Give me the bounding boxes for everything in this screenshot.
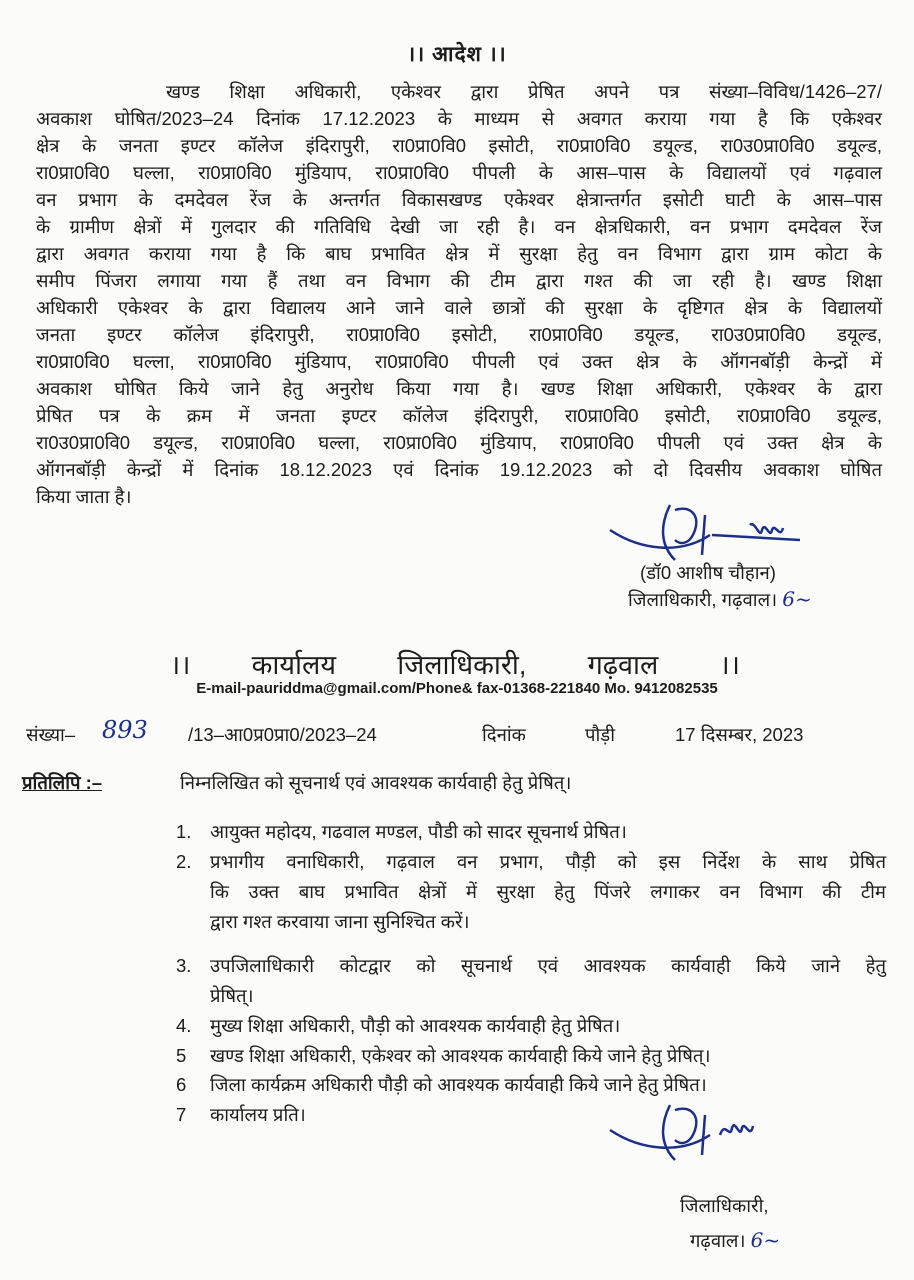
paragraph-line: किया जाता है। <box>36 486 132 507</box>
place: पौड़ी <box>585 724 615 745</box>
item-number: 7 <box>176 1104 187 1125</box>
copy-list-item <box>176 817 886 847</box>
copy-list-item <box>176 1041 886 1071</box>
copy-label: प्रतिलिपि :– <box>22 772 103 793</box>
copy-list-item <box>176 847 886 937</box>
final-designation: जिलाधिकारी, <box>680 1195 769 1216</box>
order-paragraph <box>36 78 882 510</box>
item-number: 1. <box>176 821 192 842</box>
handwritten-ref-number: 893 <box>102 716 148 744</box>
item-number: 3. <box>176 955 192 976</box>
office-header <box>170 645 740 682</box>
paragraph-line: वन प्रभाग के दमदेवल रेंज के अन्तर्गत विकासखण्ड एकेश्वर क्षेत्रान्तर्गत इसोटी घाटी के आस–पास <box>36 189 882 210</box>
item-number: 2. <box>176 851 192 872</box>
paragraph-line: जनता इण्टर कॉलेज इंदिरापुरी, रा0प्रा0वि0 इसोटी, रा0प्रा0वि0 डयूल्ड, रा0उ0प्रा0वि0 डयूल्ड, <box>36 324 882 345</box>
ref-label: संख्या– <box>26 724 76 745</box>
handwritten-initials: 6~ <box>782 587 812 611</box>
paragraph-line: रा0प्रा0वि0 घल्ला, रा0प्रा0वि0 मुंडियाप, रा0प्रा0वि0 पीपली एवं उक्त क्षेत्र के ऑगनबॉड़ी केन्द्रों में <box>36 351 882 372</box>
item-text: मुख्य शिक्षा अधिकारी, पौड़ी को आवश्यक कार्यवाही हेतु प्रेषित। <box>210 1015 621 1036</box>
copy-list-item <box>176 1011 886 1041</box>
item-text: प्रभागीय वनाधिकारी, गढ़वाल वन प्रभाग, पौड़ी को इस निर्देश के साथ प्रेषित <box>210 851 886 872</box>
final-place: गढ़वाल। <box>690 1230 746 1251</box>
header-word: जिलाधिकारी, <box>397 650 527 680</box>
ref-code: /13–आ0प्र0प्रा0/2023–24 <box>188 724 377 745</box>
copy-intro: निम्नलिखित को सूचनार्थ एवं आवश्यक कार्यवाही हेतु प्रेषित्। <box>180 772 572 793</box>
paragraph-line: ऑगनबॉड़ी केन्द्रों में दिनांक 18.12.2023 एवं दिनांक 19.12.2023 को दो दिवसीय अवकाश घोषित <box>36 459 882 480</box>
handwritten-initials: 6~ <box>750 1228 781 1252</box>
designation-text: जिलाधिकारी, गढ़वाल। <box>628 589 778 610</box>
paragraph-line: रा0प्रा0वि0 घल्ला, रा0प्रा0वि0 मुंडियाप, रा0प्रा0वि0 पीपली के आस–पास के विद्यालयों एवं गढ़वाल <box>36 162 882 183</box>
paragraph-line: क्षेत्र के जनता इण्टर कॉलेज इंदिरापुरी, रा0प्रा0वि0 इसोटी, रा0प्रा0वि0 डयूल्ड, रा0उ0प्रा0वि0 डयूल्ड, <box>36 135 882 156</box>
paragraph-line: रा0उ0प्रा0वि0 डयूल्ड, रा0प्रा0वि0 घल्ला, रा0प्रा0वि0 मुंडियाप, रा0प्रा0वि0 पीपली एवं उक्त क्षेत्र के <box>36 432 882 453</box>
paragraph-line: के ग्रामीण क्षेत्रों में गुलदार की गतिविधि देखी जा रही है। वन क्षेत्रधिकारी, वन प्रभाग दमदेवल रेंज <box>36 216 882 237</box>
item-number: 6 <box>176 1074 187 1095</box>
signatory-name: (डॉ0 आशीष चौहान) <box>640 562 776 583</box>
paragraph-line: प्रेषित पत्र के क्रम में जनता इण्टर कॉलेज इंदिरापुरी, रा0प्रा0वि0 इसोटी, रा0प्रा0वि0 डयूल्ड, <box>36 405 882 426</box>
header-mark: ।। <box>719 650 740 680</box>
header-mark: ।। <box>170 650 191 680</box>
item-text: द्वारा गश्त करवाया जाना सुनिश्चित करें। <box>210 911 470 932</box>
signatory-designation <box>628 587 812 612</box>
paragraph-line: अवकाश घोषित किये जाने हेतु अनुरोध किया गया है। खण्ड शिक्षा अधिकारी, एकेश्वर के द्वारा <box>36 378 882 399</box>
date-label: दिनांक <box>482 724 526 745</box>
header-word: कार्यालय <box>251 650 337 680</box>
paragraph-line: द्वारा अवगत कराया गया है कि बाघ प्रभावित क्षेत्र में सुरक्षा हेतु वन विभाग द्वारा ग्राम कोटा के <box>36 243 882 264</box>
item-text: जिला कार्यक्रम अधिकारी पौड़ी को आवश्यक कार्यवाही किये जाने हेतु प्रेषित। <box>210 1074 707 1095</box>
order-title: ।। आदेश ।। <box>407 43 507 66</box>
item-text: प्रेषित्। <box>210 985 254 1006</box>
item-text: कि उक्त बाघ प्रभावित क्षेत्रों में सुरक्षा हेतु पिंजरे लगाकर वन विभाग की टीम <box>210 881 886 902</box>
item-number: 5 <box>176 1045 187 1066</box>
paragraph-line: अवकाश घोषित/2023–24 दिनांक 17.12.2023 के माध्यम से अवगत कराया गया है कि एकेश्वर <box>36 108 882 129</box>
paragraph-line: अधिकारी एकेश्वर के द्वारा विद्यालय आने जाने वाले छात्रों की सुरक्षा के दृष्टिगत क्षेत्र के विद्यालयों <box>36 297 882 318</box>
header-word: गढ़वाल <box>587 650 659 680</box>
paragraph-line: खण्ड शिक्षा अधिकारी, एकेश्वर द्वारा प्रेषित अपने पत्र संख्या–विविध/1426–27/ <box>166 81 882 102</box>
contact-line: E-mail-pauriddma@gmail.com/Phone& fax-01368-221840 Mo. 9412082535 <box>196 680 718 697</box>
copy-list-item <box>176 1070 886 1100</box>
item-number: 4. <box>176 1015 192 1036</box>
item-text: कार्यालय प्रति। <box>210 1104 306 1125</box>
date: 17 दिसम्बर, 2023 <box>675 724 804 745</box>
signature-2 <box>600 1100 800 1170</box>
copy-list-item <box>176 951 886 1011</box>
item-text: खण्ड शिक्षा अधिकारी, एकेश्वर को आवश्यक कार्यवाही किये जाने हेतु प्रेषित्। <box>210 1045 711 1066</box>
final-place-line <box>690 1228 780 1253</box>
paragraph-line: समीप पिंजरा लगाया गया हैं तथा वन विभाग की टीम द्वारा गश्त की जा रही है। खण्ड शिक्षा <box>36 270 882 291</box>
item-text: उपजिलाधिकारी कोटद्वार को सूचनार्थ एवं आवश्यक कार्यवाही किये जाने हेतु <box>210 955 886 976</box>
item-text: आयुक्त महोदय, गढवाल मण्डल, पौडी को सादर सूचनार्थ प्रेषित। <box>210 821 627 842</box>
